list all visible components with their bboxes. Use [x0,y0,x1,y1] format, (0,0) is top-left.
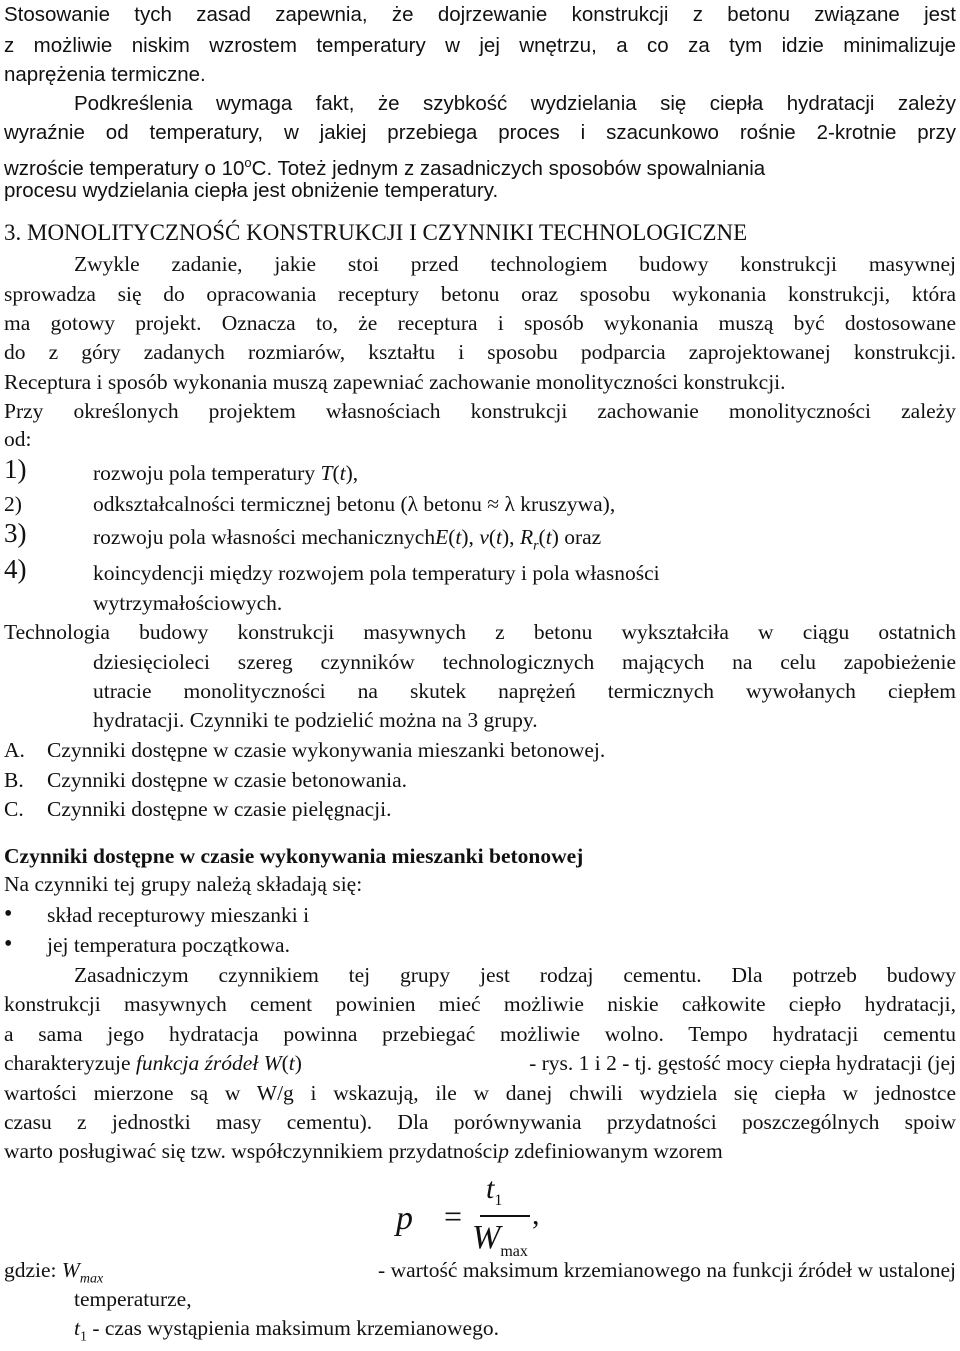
para5-line3: a sama jego hydratacja powinna przebiegać możliwie wolno. Tempo hydratacji cementu [4,1022,956,1046]
degree-superscript: o [244,155,252,170]
paren-close: ), [461,525,480,549]
intro-group-a: Na czynniki tej grupy należą składają się: [4,872,363,896]
symbol-W: W [472,1219,501,1256]
def-line3-text: - czas wystąpienia maksimum krzemianowego. [86,1316,499,1340]
def-line2: temperaturze, [74,1287,192,1311]
group-text-c: Czynniki dostępne w czasie pielęgnacji. [47,797,392,821]
bullet-icon: • [4,931,13,957]
para2-text-a: wzroście temperatury o 10 [4,156,245,180]
para1-line3: naprężenia termiczne. [4,63,206,86]
para5-line1: Zasadniczym czynnikiem tej grupy jest rodzaj cementu. Dla potrzeb budowy [74,963,956,987]
list-item-3-text: rozwoju pola własności mechanicznych [93,525,436,549]
symbol-t: t [455,525,462,549]
subscript-r: r [533,538,539,554]
list-item-2: odkształcalności termicznej betonu (λ betonu ≈ λ kruszywa), [93,492,616,516]
para3-line4: do z góry zadanych rozmiarów, kształtu i sposobu podparcia zaprojektowanej konstrukcji. [4,340,956,364]
para5-text: charakteryzuje [4,1051,136,1075]
formula-denominator [472,1219,528,1261]
bullet-item-2: jej temperatura początkowa. [47,933,290,957]
symbol-t: t [339,461,346,485]
paren-close: ) [294,1051,302,1075]
list-item-3 [93,523,601,560]
formula-lhs: p [396,1200,413,1237]
symbol-E: E [435,525,449,549]
paren-open: ( [448,525,456,549]
def-line1-text: - wartość maksimum krzemianowego na funkcji źródeł w ustalonej [378,1258,956,1282]
list-item-3-tail: ) oraz [551,525,602,549]
para4-line3: utracie monolityczności na skutek naprężeń termicznych wywołanych ciepłem [93,679,956,703]
para1-line2: z możliwie niskim wzrostem temperatury w jej wnętrzu, a co za tym idzie minimalizuje [4,34,956,57]
para5-line7 [4,1137,723,1166]
para1-line1: Stosowanie tych zasad zapewnia, że dojrzewanie konstrukcji z betonu związane jest [4,3,956,26]
subscript-max: max [500,1242,528,1260]
para2-line4: procesu wydzielania ciepła jest obniżenie temperatury. [4,179,499,202]
para3-line3: ma gotowy projekt. Oznacza to, że receptura i sposób wykonania muszą być dostosowane [4,311,956,335]
formula-numerator [486,1172,502,1210]
symbol-t: t [545,525,552,549]
paren-close: ), [502,525,520,549]
para3-line5: Receptura i sposób wykonania muszą zapewniać zachowanie monolityczności konstrukcji. [4,370,786,394]
symbol-t: t [486,1172,495,1205]
para3-line7: od: [4,427,32,451]
group-text-b: Czynniki dostępne w czasie betonowania. [47,768,408,792]
list-number-1: 1) [4,454,27,484]
subscript-1: 1 [494,1192,503,1209]
para5-line4 [4,1049,956,1078]
paren-close: ), [345,461,359,485]
symbol-W: W [61,1258,80,1282]
list-item-4-line2: wytrzymałościowych. [93,591,283,615]
para5-line4-right: - rys. 1 i 2 - tj. gęstość mocy ciepła hydratacji (jej [529,1051,956,1075]
group-text-a: Czynniki dostępne w czasie wykonywania mieszanki betonowej. [47,738,606,762]
group-letter-c: C. [4,797,24,821]
para3-line2: sprowadza się do opracowania receptury betonu oraz sposobu wykonania konstrukcji, która [4,282,956,306]
list-item-4-line1: koincydencji między rozwojem pola temperatury i pola własności [93,561,660,585]
para5-line6: czasu z jednostki masy cementu). Dla porównywania przydatności poszczególnych spoiw [4,1110,956,1134]
paren-open: ( [332,461,340,485]
function-name: funkcja źródeł W [135,1051,282,1075]
symbol-nu: ν [479,525,489,549]
para5-tail: zdefiniowanym wzorem [508,1139,723,1163]
para3-line1: Zwykle zadanie, jakie stoi przed technologiem budowy konstrukcji masywnej [74,252,956,276]
formula-p [396,1172,596,1262]
paren-open: ( [488,525,497,549]
def-label: gdzie: [4,1258,62,1282]
list-item-1-text: rozwoju pola temperatury [93,461,321,485]
subscript-max: max [79,1271,104,1287]
para3-line6: Przy określonych projektem własnościach konstrukcji zachowanie monolityczności zależy [4,399,956,423]
group-letter-a: A. [4,738,25,762]
para4-line1: Technologia budowy konstrukcji masywnych z betonu wykształciła w ciągu ostatnich [4,620,956,644]
para5-line4-left [4,1049,302,1078]
group-letter-b: B. [4,768,24,792]
para4-line2: dziesięcioleci szereg czynników technologicznych mających na celu zapobieżenie [93,650,956,674]
def-line3 [74,1314,499,1351]
bullet-icon: • [4,901,13,927]
para5-line5: wartości mierzone są w W/g i wskazują, ile w danej chwili wydziela się ciepła w jednostce [4,1081,956,1105]
subheading-group-a: Czynniki dostępne w czasie wykonywania mieszanki betonowej [4,844,584,868]
formula-equals: = [444,1198,463,1234]
list-number-3: 3) [4,518,27,548]
para5-text: warto posługiwać się tzw. współczynnikiem przydatności [4,1139,499,1163]
symbol-t: t [288,1051,295,1075]
list-item-1 [93,459,358,488]
section-heading-3: 3. MONOLITYCZNOŚĆ KONSTRUKCJI I CZYNNIKI TECHNOLOGICZNE [4,220,748,245]
list-number-2: 2) [4,492,22,516]
paren-open: ( [281,1051,289,1075]
fraction-bar [480,1215,530,1217]
para2-text-b: C. Toteż jednym z zasadniczych sposobów spowalniania [251,156,766,180]
subscript-1: 1 [79,1329,87,1345]
list-number-4: 4) [4,554,27,584]
para5-line2: konstrukcji masywnych cement powinien mieć możliwie niskie całkowite ciepło hydratacji, [4,992,956,1016]
symbol-R: R [519,525,534,549]
symbol-t: t [496,525,503,549]
bullet-item-1: skład recepturowy mieszanki i [47,903,310,927]
formula-comma: , [532,1198,540,1231]
para2-line2: wyraźnie od temperatury, w jakiej przebiega proces i szacunkowo rośnie 2-krotnie przy [4,121,956,144]
symbol-t: t [74,1316,80,1340]
paren-open: ( [538,525,546,549]
symbol-T: T [320,461,333,485]
symbol-p: p [498,1139,509,1163]
para2-line1: Podkreślenia wymaga fakt, że szybkość wydzielania się ciepła hydratacji zależy [74,92,956,115]
para4-line4: hydratacji. Czynniki te podzielić można na 3 grupy. [93,708,538,732]
